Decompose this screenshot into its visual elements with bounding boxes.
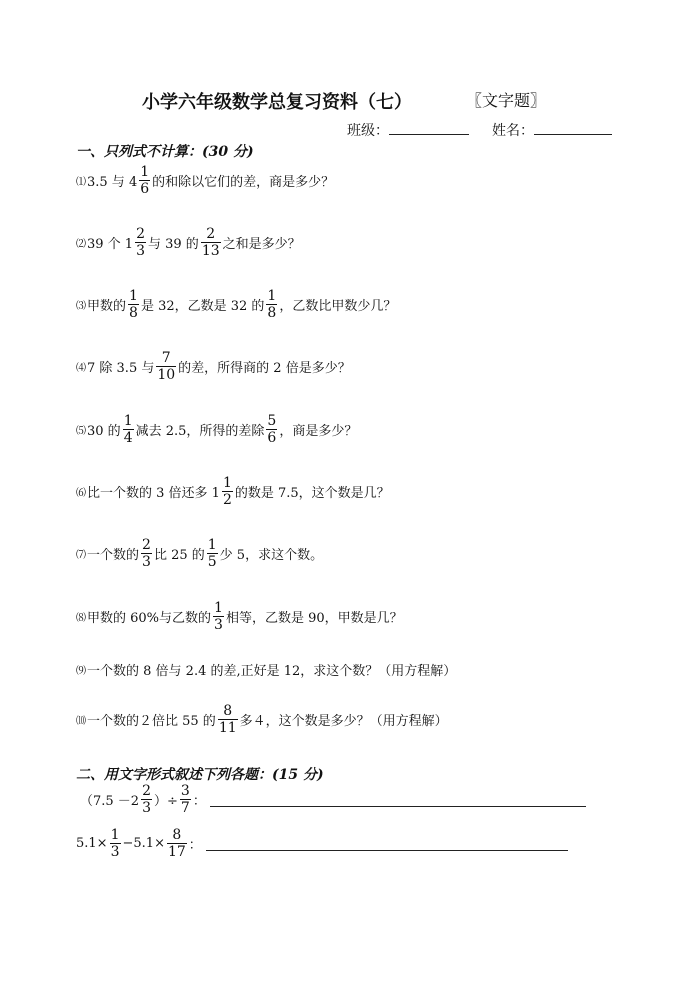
name-field [492, 120, 612, 140]
answer-line-2[interactable] [206, 836, 568, 851]
expression-1 [80, 783, 586, 816]
class-blank[interactable] [389, 120, 469, 135]
question-number: ⑸ [76, 425, 86, 437]
question-text: 7 除 3.5 与 [87, 360, 155, 376]
fraction: $\frac{1}{3}$ [214, 599, 223, 633]
question-text: ，乙数比甲数少几？ [279, 298, 397, 314]
question-number: ⑴ [76, 176, 86, 188]
question-text: 的和除以它们的差，商是多少？ [152, 174, 335, 190]
page-title: 小学六年级数学总复习资料（七） [142, 92, 412, 113]
expression-text: −5.1× [122, 836, 165, 851]
fraction: $\frac{2}{3}$ [136, 225, 145, 259]
expression-text: （7.5 －2 [80, 794, 140, 809]
fraction: $\frac{1}{6}$ [140, 163, 150, 197]
name-label: 姓名： [492, 123, 534, 139]
question-7 [76, 533, 323, 573]
name-blank[interactable] [534, 120, 612, 135]
fraction: $\frac{1}{8}$ [129, 287, 138, 321]
question-4 [76, 346, 351, 386]
question-number: ⑵ [76, 238, 86, 250]
question-text: 3.5 与 4 [87, 174, 138, 190]
expression-text: ： [188, 838, 202, 853]
question-9 [76, 649, 456, 689]
question-text: 甲数的 60%与乙数的 [87, 610, 212, 626]
question-number: ⑻ [76, 612, 86, 624]
title-tag: 〖文字题〗 [466, 91, 547, 110]
question-3 [76, 284, 396, 324]
question-5 [76, 409, 357, 449]
question-text: 甲数的 [87, 298, 127, 314]
question-text: 之和是多少？ [222, 236, 301, 252]
question-text: 与 39 的 [148, 236, 199, 252]
class-label: 班级： [347, 123, 389, 139]
section-2-heading: 二、用文字形式叙述下列各题：(15 分) [76, 767, 324, 783]
question-text: 相等，乙数是 90，甲数是几？ [225, 610, 403, 626]
question-number: ⑽ [76, 715, 86, 727]
fraction: $\frac{5}{6}$ [267, 412, 277, 446]
fraction: $\frac{2}{3}$ [142, 536, 151, 570]
fraction: $\frac{1}{5}$ [207, 536, 217, 570]
question-text: 多４，这个数是多少？（用方程解） [239, 713, 448, 729]
expression-text: ： [192, 794, 206, 809]
fraction: $\frac{1}{8}$ [267, 287, 277, 321]
question-text: 少 5，求这个数。 [219, 547, 324, 563]
question-text: 30 的 [87, 423, 121, 439]
expression-text: ）÷ [154, 794, 178, 809]
question-6 [76, 471, 390, 511]
question-number: ⑺ [76, 549, 86, 561]
question-number: ⑹ [76, 487, 86, 499]
question-text: 的数是 7.5，这个数是几？ [234, 485, 390, 501]
class-field [347, 120, 469, 140]
question-2 [76, 222, 301, 262]
question-text: 减去 2.5，所得的差除 [135, 423, 265, 439]
question-text: 39 个 1 [87, 236, 134, 252]
fraction: $\frac{1}{2}$ [222, 474, 232, 508]
question-8 [76, 596, 403, 636]
fraction: $\frac{3}{7}$ [180, 783, 190, 816]
fraction: $\frac{2}{13}$ [201, 225, 220, 259]
question-text: 是 32，乙数是 32 的 [140, 298, 265, 314]
question-text: 比一个数的 3 倍还多 1 [87, 485, 220, 501]
fraction: $\frac{7}{10}$ [157, 349, 176, 383]
question-10 [76, 699, 448, 739]
question-1 [76, 160, 334, 200]
fraction: $\frac{2}{3}$ [142, 783, 151, 816]
fraction: $\frac{1}{3}$ [110, 827, 120, 860]
question-text: 一个数的２倍比 55 的 [87, 713, 216, 729]
question-text: 的差，所得商的 2 倍是多少？ [178, 360, 351, 376]
question-text: 一个数的 8 倍与 2.4 的差,正好是 12，求这个数？（用方程解） [87, 663, 457, 679]
question-number: ⑷ [76, 362, 86, 374]
section-1-heading: 一、只列式不计算：(30 分) [76, 144, 254, 160]
question-number: ⑼ [76, 665, 86, 677]
question-text: 比 25 的 [153, 547, 205, 563]
expression-2 [76, 827, 568, 860]
fraction: $\frac{8}{17}$ [167, 827, 186, 860]
fraction: $\frac{8}{11}$ [218, 702, 237, 736]
question-number: ⑶ [76, 300, 86, 312]
question-text: 一个数的 [87, 547, 140, 563]
question-text: ，商是多少？ [279, 423, 358, 439]
fraction: $\frac{1}{4}$ [123, 412, 133, 446]
expression-text: 5.1× [76, 836, 108, 851]
answer-line-1[interactable] [210, 792, 586, 807]
